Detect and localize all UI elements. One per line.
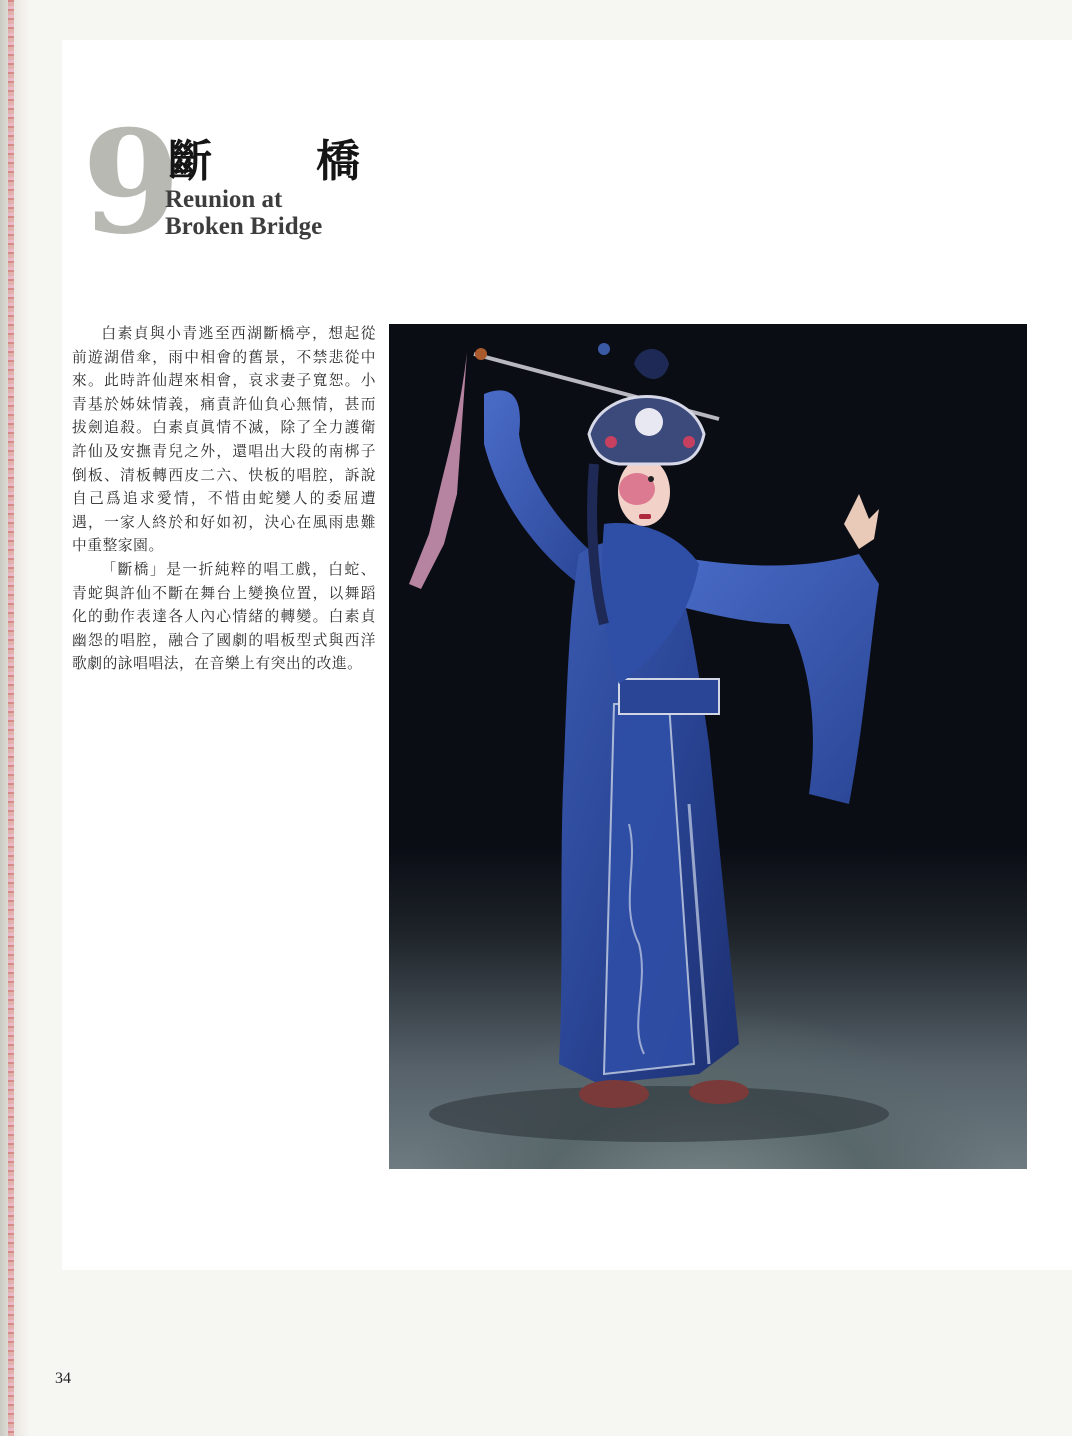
book-binding: [0, 0, 30, 1436]
paragraph-2: 「斷橋」是一折純粹的唱工戲，白蛇、青蛇與許仙不斷在舞台上變換位置，以舞蹈化的動作表達各人內心情緒的轉變。白素貞幽怨的唱腔，融合了國劇的唱板型式與西洋歌劇的詠唱唱法，在音樂上有突出的改進。: [72, 560, 376, 673]
paragraph-1: 白素貞與小青逃至西湖斷橋亭，想起從前遊湖借傘，雨中相會的舊景，不禁悲從中來。此時許仙趕來相會，哀求妻子寬恕。小青基於姊妹情義，痛責許仙負心無情，甚而拔劍追殺。白素貞眞情不滅，除了全力護衛許仙及安撫青兒之外，還唱出大段的南梆子倒板、清板轉西皮二六、快板的唱腔，訴說自己爲追求愛情，不惜由蛇變人的委屈遭遇，一家人終於和好如初，決心在風雨患難中重整家園。: [72, 325, 376, 555]
title-english: [165, 186, 322, 240]
tassel: [409, 352, 467, 589]
page-number: 34: [55, 1370, 71, 1387]
raised-sleeve: [484, 390, 594, 584]
title-english-line-1: Reunion at: [165, 186, 283, 213]
belt: [619, 679, 719, 714]
title-english-line-2: Broken Bridge: [165, 213, 323, 240]
body-text: [72, 322, 376, 676]
section-number: 9: [82, 100, 181, 266]
title-char-1: 斷: [168, 136, 212, 187]
left-hand: [844, 494, 879, 549]
page-edge-stripes: [8, 0, 14, 1436]
title-char-2: 橋: [316, 136, 360, 187]
performer-illustration: [389, 324, 1027, 1169]
title-chinese: [168, 136, 360, 187]
floor-shadow: [429, 1086, 889, 1142]
performer-photo: [389, 324, 1027, 1169]
